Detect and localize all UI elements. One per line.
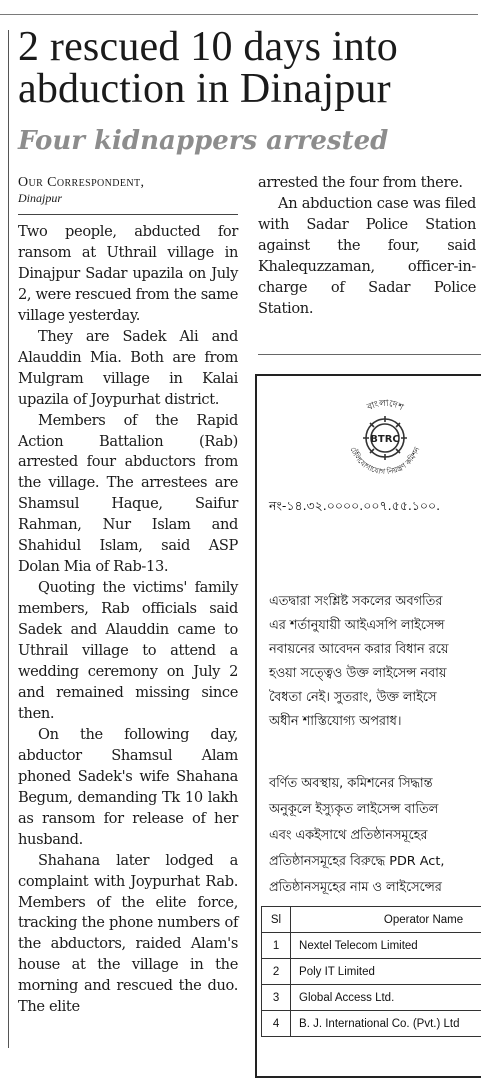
article-column-2 [258,172,476,319]
notice-text-line: প্রতিষ্ঠানসমূহের নাম ও লাইসেন্সের [269,878,442,899]
memo-number: নং-১৪.৩২.০০০০.০০৭.৫৫.১০০. [269,498,440,518]
notice-text-line: বর্ণিত অবস্থায়, কমিশনের সিদ্ধান্ত [269,774,432,795]
btrc-notice-advertisement [255,374,481,1078]
notice-text-line: হওয়া সত্ত্বেও উক্ত লাইসেন্স নবায় [269,664,446,685]
byline-dateline: Dinajpur [18,191,238,205]
row-sl: 2 [262,959,291,985]
notice-text-line: এর শর্তানুযায়ী আইএসপি লাইসেন্স [269,616,444,637]
notice-text-line: প্রতিষ্ঠানসমূহের বিরুদ্ধে PDR Act, [269,852,444,873]
paragraph: Two people, abducted for ransom at Uthrail village in Dinajpur Sadar upazila on July 2, were rescued from the same village yesterday. [18,222,238,327]
paragraph: An abduction case was filed with Sadar Police Station against the four, said Khalequzzaman, officer-in-charge of Sadar Police Station. [258,193,476,319]
byline-rule [18,214,238,215]
row-operator: Global Access Ltd. [291,985,481,1011]
paragraph: arrested the four from there. [258,172,476,193]
headline: 2 rescued 10 days into abduction in Dinajpur [18,26,478,110]
subheadline: Four kidnappers arrested [18,124,388,158]
operator-table [261,906,481,1037]
row-operator: B. J. International Co. (Pvt.) Ltd [291,1011,481,1037]
notice-text-line: এতদ্বারা সংশ্লিষ্ট সকলের অবগতির [269,592,442,613]
article-column-1 [18,222,238,1018]
column-header-sl: Sl [262,907,291,933]
notice-text-line: অনুকূলে ইস্যুকৃত লাইসেন্স বাতিল [269,800,438,821]
notice-text-line: বৈধতা নেই। সুতরাং, উক্ত লাইসে [269,688,436,709]
table-row [262,959,481,985]
paragraph: They are Sadek Ali and Alauddin Mia. Both are from Mulgram village in Kalai upazila of Joypurhat district. [18,327,238,411]
top-rule [0,14,478,15]
column-2-rule [258,354,481,355]
row-operator: Nextel Telecom Limited [291,933,481,959]
table-header-row [262,907,481,933]
notice-text-line: নবায়নের আবেদন করার বিধান রয়ে [269,640,448,661]
byline [18,174,238,205]
seal-top-text: বাংলাদেশ [365,399,405,414]
notice-text-line: অধীন শাস্তিযোগ্য অপরাধ। [269,712,401,733]
table-row [262,933,481,959]
row-operator: Poly IT Limited [291,959,481,985]
seal-bottom-text: টেলিযোগাযোগ নিয়ন্ত্রণ কমিশন [348,445,421,476]
row-sl: 1 [262,933,291,959]
column-header-operator: Operator Name [291,907,481,933]
paragraph: On the following day, abductor Shamsul Alam phoned Sadek's wife Shahana Begum, demanding Tk 10 lakh as ransom for release of her husband. [18,725,238,851]
btrc-seal-logo [339,392,431,484]
byline-author: Our Correspondent, [18,174,238,191]
table-row [262,1011,481,1037]
table-row [262,985,481,1011]
seal-center-text: BTRC [370,434,399,445]
column-rule [8,30,9,1048]
paragraph: Shahana later lodged a complaint with Joypurhat Rab. Members of the elite force, tracking the phone numbers of the abductors, raided Alam's house at the village in the morning and rescued the duo. The elite [18,851,238,1019]
paragraph: Quoting the victims' family members, Rab officials said Sadek and Alauddin came to Uthrail village to attend a wedding ceremony on July 2 and remained missing since then. [18,578,238,725]
row-sl: 3 [262,985,291,1011]
row-sl: 4 [262,1011,291,1037]
notice-text-line: এবং একইসাথে প্রতিষ্ঠানসমূহের [269,826,427,847]
paragraph: Members of the Rapid Action Battalion (Rab) arrested four abductors from the village. The arrestees are Shamsul Haque, Saifur Rahman, Nur Islam and Shahidul Islam, said ASP Dolan Mia of Rab-13. [18,411,238,579]
